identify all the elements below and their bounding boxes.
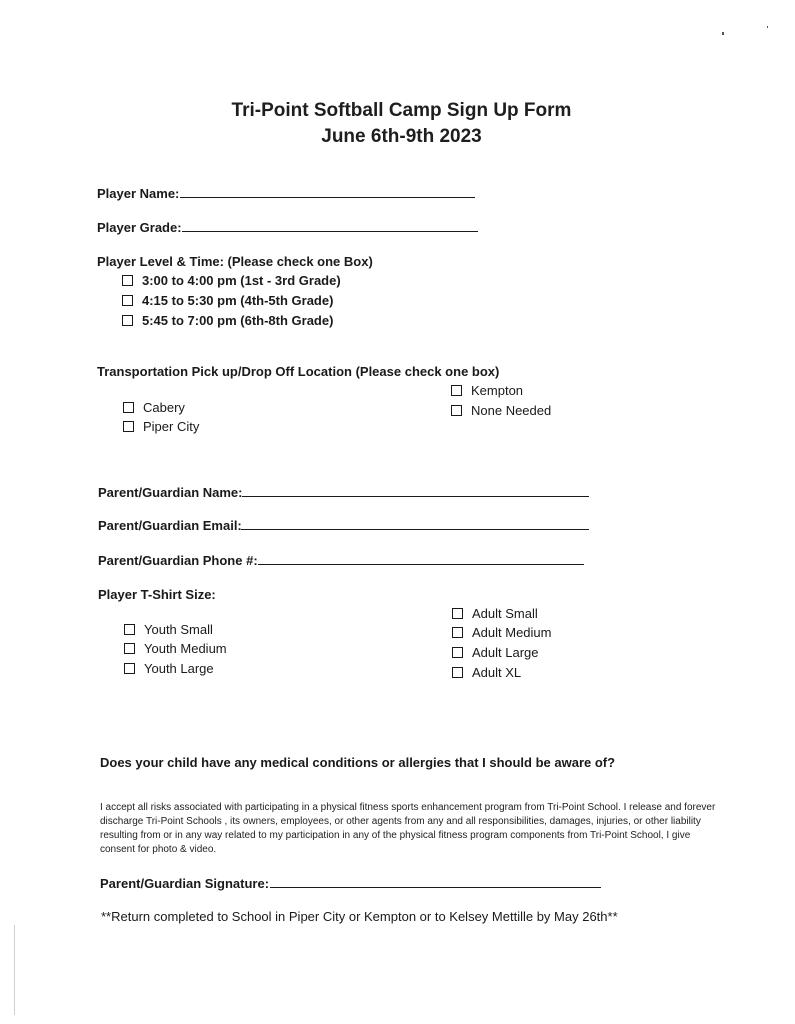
transport-option[interactable]: [123, 419, 199, 434]
checkbox[interactable]: [451, 405, 462, 416]
transport-option-label: Piper City: [143, 419, 200, 434]
guardian-email-label: Parent/Guardian Email:: [98, 518, 242, 533]
shirt-option[interactable]: [124, 622, 213, 637]
checkbox[interactable]: [122, 315, 133, 326]
level-option-label: 3:00 to 4:00 pm (1st - 3rd Grade): [142, 273, 341, 288]
shirt-option[interactable]: [452, 645, 539, 660]
guardian-name-label: Parent/Guardian Name:: [98, 485, 243, 500]
shirt-option[interactable]: [452, 665, 521, 680]
player-level-label: Player Level & Time: (Please check one Box): [97, 254, 373, 269]
shirt-option[interactable]: [124, 661, 214, 676]
form-title: Tri-Point Softball Camp Sign Up Form: [231, 100, 572, 121]
shirt-option-label: Adult Large: [472, 645, 539, 660]
shirt-size-label: Player T-Shirt Size:: [98, 587, 216, 602]
level-option[interactable]: [122, 293, 333, 308]
checkbox[interactable]: [122, 275, 133, 286]
player-name-field[interactable]: [180, 197, 475, 198]
shirt-option[interactable]: [452, 625, 551, 640]
level-option[interactable]: [122, 273, 341, 288]
signature-label: Parent/Guardian Signature:: [100, 876, 270, 891]
transport-option[interactable]: [451, 403, 551, 418]
shirt-option-label: Adult Medium: [472, 625, 552, 640]
transport-option-label: Kempton: [471, 383, 524, 398]
shirt-option[interactable]: [124, 641, 227, 656]
checkbox[interactable]: [452, 647, 463, 658]
checkbox[interactable]: [123, 421, 134, 432]
transport-option[interactable]: [451, 383, 523, 398]
transportation-label: Transportation Pick up/Drop Off Location (Please check one box): [97, 364, 500, 379]
checkbox[interactable]: [452, 667, 463, 678]
level-option-label: 4:15 to 5:30 pm (4th-5th Grade): [142, 293, 334, 308]
return-note: **Return completed to School in Piper City or Kempton or to Kelsey Mettille by May 26th**: [101, 909, 618, 924]
checkbox[interactable]: [124, 624, 135, 635]
checkbox[interactable]: [452, 608, 463, 619]
shirt-option-label: Adult XL: [472, 665, 522, 680]
guardian-name-field[interactable]: [242, 496, 589, 497]
checkbox[interactable]: [452, 627, 463, 638]
guardian-phone-label: Parent/Guardian Phone #:: [98, 553, 258, 568]
shirt-option-label: Youth Medium: [144, 641, 227, 656]
player-grade-label: Player Grade:: [97, 220, 182, 235]
transport-option-label: None Needed: [471, 403, 552, 418]
checkbox[interactable]: [123, 402, 134, 413]
shirt-option-label: Youth Large: [144, 661, 214, 676]
checkbox[interactable]: [124, 663, 135, 674]
scan-speck: [722, 32, 724, 35]
level-option-label: 5:45 to 7:00 pm (6th-8th Grade): [142, 313, 334, 328]
scan-speck: [767, 26, 768, 28]
release-text: I accept all risks associated with participating in a physical fitness sports enhancement program from Tri-Point School. I release and forever discharge Tri-Point Schools , its owners, employees, or other agents from any and all responsibilities, damages, injuries, or other liability resulting from or in any way related to my participation in any of the physical fitness program components from Tri-Point School, I give consent for photo & video.: [100, 802, 716, 855]
checkbox[interactable]: [122, 295, 133, 306]
guardian-phone-field[interactable]: [258, 564, 584, 565]
transport-option[interactable]: [123, 400, 185, 415]
level-option[interactable]: [122, 313, 333, 328]
player-grade-field[interactable]: [182, 231, 478, 232]
medical-question: Does your child have any medical conditions or allergies that I should be aware of?: [100, 755, 616, 770]
signature-field[interactable]: [270, 887, 601, 888]
form-dates: June 6th-9th 2023: [321, 126, 482, 147]
guardian-email-field[interactable]: [241, 529, 589, 530]
shirt-option[interactable]: [452, 606, 538, 621]
checkbox[interactable]: [124, 643, 135, 654]
checkbox[interactable]: [451, 385, 462, 396]
shirt-option-label: Youth Small: [144, 622, 213, 637]
scan-edge-line: [14, 925, 15, 1015]
player-name-label: Player Name:: [97, 186, 180, 201]
shirt-option-label: Adult Small: [472, 606, 538, 621]
transport-option-label: Cabery: [143, 400, 185, 415]
